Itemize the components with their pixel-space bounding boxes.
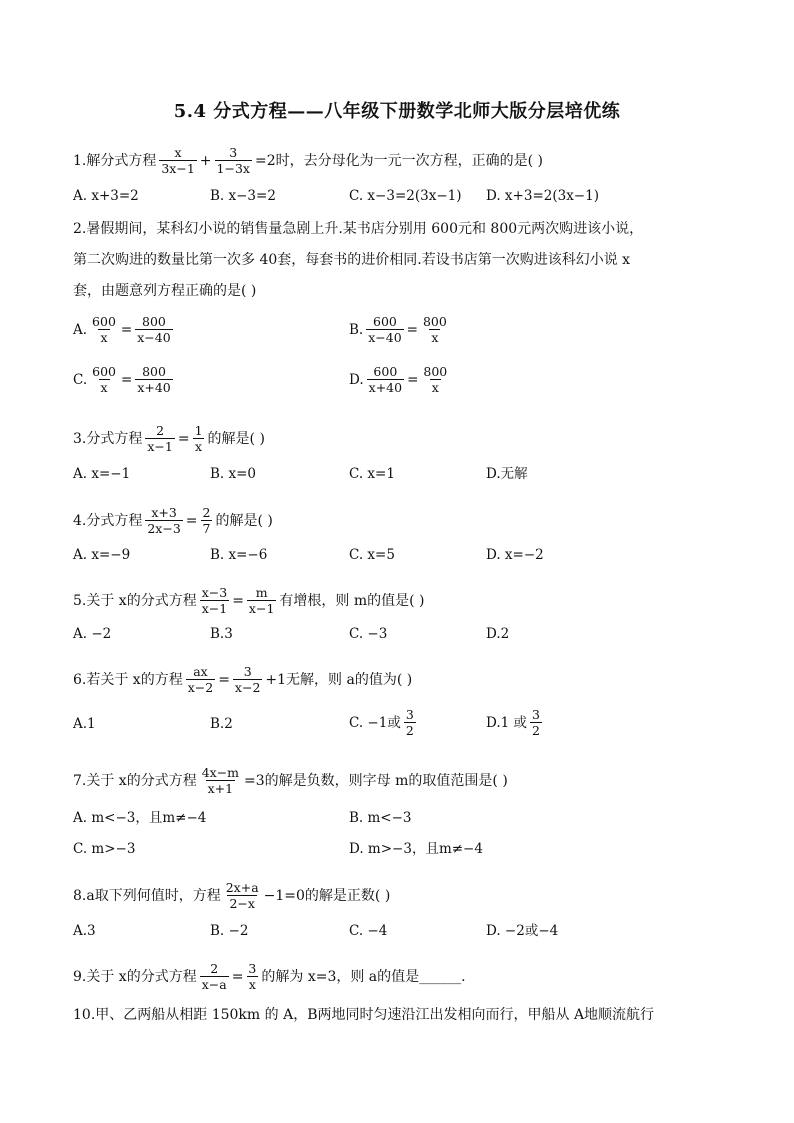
operator: + [199, 152, 212, 169]
fraction: $\frac{x}{3x-1}$ [161, 145, 195, 176]
option-b: B. m<−3 [349, 810, 412, 826]
option-c: C. x=5 [349, 547, 395, 563]
question-2-line-3: 套，由题意列方程正确的是( ) [73, 283, 257, 299]
option-a: A. $\frac{600}{x}$ = $\frac{800}{x-40}$ [73, 314, 171, 345]
option-c: C. $\frac{600}{x}$ = $\frac{800}{x+40}$ [73, 364, 171, 395]
option-b: B. $\frac{600}{x-40}$ = $\frac{800}{x}$ [349, 314, 447, 345]
question-4: 4.分式方程 $\frac{x+3}{2x-3}$ = $\frac{2}{7}$ 的解是( ) [73, 505, 273, 536]
question-7: 7.关于 x的分式方程 $\frac{4x-m}{x+1}$ =3的解是负数，则字母 m的取值范围是( ) [73, 765, 508, 796]
option-d: D. $\frac{600}{x+40}$ = $\frac{800}{x}$ [349, 364, 448, 395]
option-c: C. m>−3 [73, 841, 136, 857]
question-5: 5.关于 x的分式方程 $\frac{x-3}{x-1}$ = $\frac{m}{x-1}$ 有增根，则 m的值是( ) [73, 585, 425, 616]
page-title: 5.4 分式方程——八年级下册数学北师大版分层培优练 [173, 101, 621, 122]
equation-rhs: =2 [254, 152, 276, 169]
option-a: A. −2 [73, 626, 112, 642]
question-number: 1. [73, 152, 87, 169]
fraction: $\frac{3}{1-3x}$ [216, 145, 250, 176]
option-b: B. x−3=2 [210, 188, 276, 204]
question-text: 时，去分母化为一元一次方程，正确的是( ) [275, 152, 543, 169]
question-2-line-1: 2.暑假期间，某科幻小说的销售量急剧上升.某书店分别用 600元和 800元两次购进该小说， [73, 221, 644, 237]
option-a: A.1 [73, 716, 96, 732]
option-c: C. −1或 $\frac{3}{2}$ [349, 707, 414, 738]
option-c: C. −4 [349, 923, 388, 939]
question-1 [73, 145, 543, 176]
option-c: C. −3 [349, 626, 388, 642]
option-d: D. m>−3，且m≠−4 [349, 841, 483, 857]
option-d: D. −2或−4 [486, 923, 559, 939]
question-9: 9.关于 x的分式方程 $\frac{2}{x-a}$ = $\frac{3}{x}$ 的解为 x=3，则 a的值是______. [73, 961, 466, 992]
question-8: 8.a取下列何值时，方程 $\frac{2x+a}{2-x}$ −1=0的解是正数( ) [73, 880, 391, 911]
option-d: D. x=−2 [486, 547, 544, 563]
option-b: B.3 [210, 626, 233, 642]
question-2-line-2: 第二次购进的数量比第一次多 40套，每套书的进价相同.若设书店第一次购进该科幻小说 x [73, 252, 631, 268]
option-b: B. x=0 [210, 466, 257, 482]
question-text: 解分式方程 [86, 152, 157, 169]
option-a: A. x=−1 [73, 466, 131, 482]
question-6: 6.若关于 x的方程 $\frac{ax}{x-2}$ = $\frac{3}{x-2}$ +1无解，则 a的值为( ) [73, 664, 413, 695]
option-a: A. x=−9 [73, 547, 131, 563]
question-10-line-1: 10.甲、乙两船从相距 150km 的 A，B两地同时匀速沿江出发相向而行，甲船从 A地顺流航行 [73, 1007, 655, 1023]
option-c: C. x−3=2(3x−1) [349, 188, 462, 204]
option-d: D.无解 [486, 466, 528, 482]
option-b: B. x=−6 [210, 547, 268, 563]
option-c: C. x=1 [349, 466, 395, 482]
option-d: D. x+3=2(3x−1) [486, 188, 599, 204]
option-d: D.2 [486, 626, 510, 642]
option-b: B.2 [210, 716, 233, 732]
option-d: D.1 或 $\frac{3}{2}$ [486, 707, 540, 738]
option-b: B. −2 [210, 923, 249, 939]
option-a: A. x+3=2 [73, 188, 139, 204]
question-3: 3.分式方程 $\frac{2}{x-1}$ = $\frac{1}{x}$ 的解是( ) [73, 423, 265, 454]
option-a: A.3 [73, 923, 96, 939]
option-a: A. m<−3，且m≠−4 [73, 810, 207, 826]
